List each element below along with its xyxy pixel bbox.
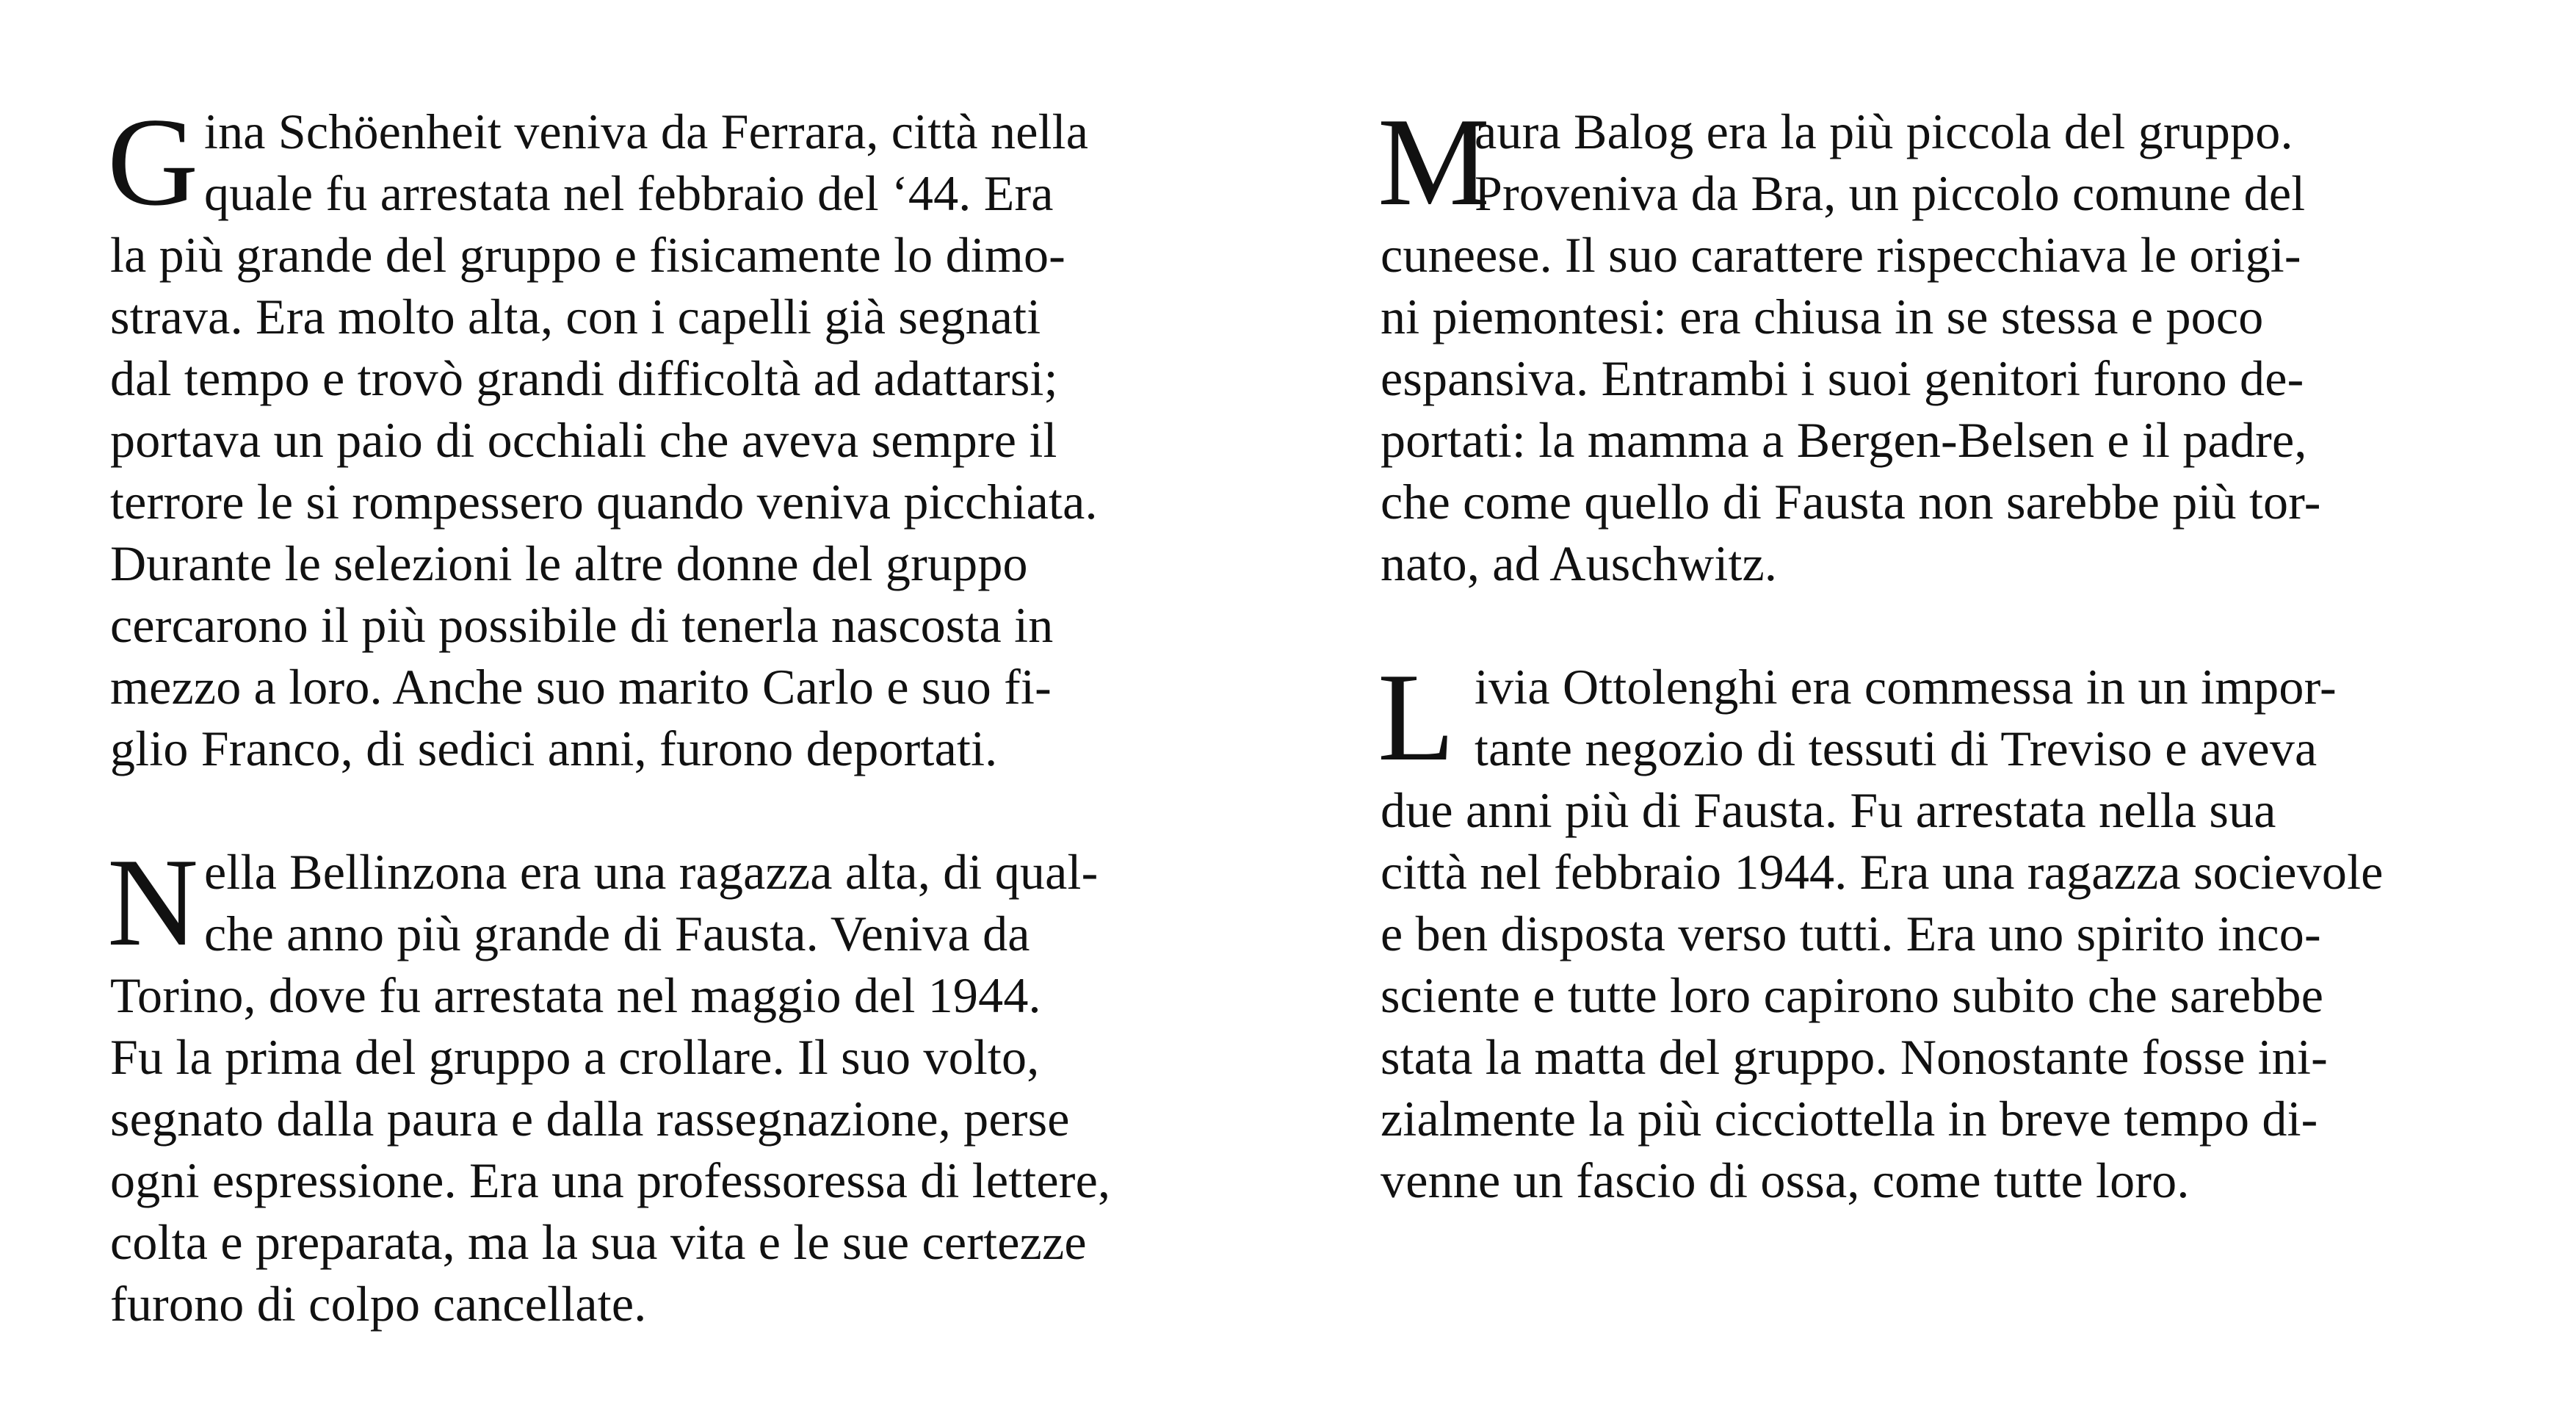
text-line: mezzo a loro. Anche suo marito Carlo e suo fi- — [110, 659, 1052, 715]
text-line: Torino, dove fu arrestata nel maggio del 1944. — [110, 967, 1041, 1023]
text-line: espansiva. Entrambi i suoi genitori furono de- — [1381, 350, 2304, 406]
paragraph-nella — [107, 833, 1256, 1335]
text-line: zialmente la più cicciottella in breve tempo di- — [1381, 1091, 2318, 1147]
text-line: portati: la mamma a Bergen-Belsen e il padre, — [1381, 412, 2307, 468]
text-line: furono di colpo cancellate. — [110, 1276, 647, 1332]
text-line: portava un paio di occhiali che aveva sempre il — [110, 412, 1057, 468]
text-line: colta e preparata, ma la sua vita e le sue certezze — [110, 1214, 1087, 1270]
text-line: sciente e tutte loro capirono subito che sarebbe — [1381, 967, 2324, 1023]
text-line: la più grande del gruppo e fisicamente lo dimo- — [110, 227, 1066, 283]
text-line: e ben disposta verso tutti. Era uno spirito inco- — [1381, 906, 2321, 961]
text-line: quale fu arrestata nel febbraio del ‘44. Era — [204, 165, 1054, 221]
dropcap-letter: M — [1378, 93, 1490, 232]
text-line: cercarono il più possibile di tenerla nascosta in — [110, 597, 1054, 653]
dropcap-letter: L — [1378, 648, 1455, 787]
text-line: città nel febbraio 1944. Era una ragazza socievole — [1381, 844, 2384, 900]
text-line: che anno più grande di Fausta. Veniva da — [204, 906, 1030, 961]
text-line: ivia Ottolenghi era commessa in un impor- — [1475, 659, 2337, 715]
text-line: stata la matta del gruppo. Nonostante fosse ini- — [1381, 1029, 2328, 1085]
text-line: dal tempo e trovò grandi difficoltà ad adattarsi; — [110, 350, 1058, 406]
text-line: tante negozio di tessuti di Treviso e aveva — [1475, 721, 2318, 776]
text-line: cuneese. Il suo carattere rispecchiava le origi- — [1381, 227, 2301, 283]
text-line: glio Franco, di sedici anni, furono deportati. — [110, 721, 998, 776]
text-line: nato, ad Auschwitz. — [1381, 535, 1778, 591]
text-line: strava. Era molto alta, con i capelli già segnati — [110, 289, 1041, 344]
text-line: che come quello di Fausta non sarebbe più tor- — [1381, 474, 2321, 530]
dropcap-letter: N — [107, 833, 199, 972]
text-line: Proveniva da Bra, un piccolo comune del — [1475, 165, 2306, 221]
paragraph-gina — [107, 93, 1256, 779]
text-line: ogni espressione. Era una professoressa di lettere, — [110, 1152, 1111, 1208]
text-line: Fu la prima del gruppo a crollare. Il suo volto, — [110, 1029, 1040, 1085]
paragraph-maura — [1378, 93, 2526, 594]
text-line: terrore le si rompessero quando veniva picchiata. — [110, 474, 1098, 530]
text-line: ella Bellinzona era una ragazza alta, di qual- — [204, 844, 1099, 900]
paragraph-livia — [1378, 648, 2526, 1211]
text-line: aura Balog era la più piccola del gruppo. — [1475, 104, 2293, 159]
text-line: ni piemontesi: era chiusa in se stessa e poco — [1381, 289, 2264, 344]
right-column — [1378, 93, 2526, 1211]
text-line: Durante le selezioni le altre donne del gruppo — [110, 535, 1028, 591]
text-line: venne un fascio di ossa, come tutte loro. — [1381, 1152, 2190, 1208]
text-line: ina Schöenheit veniva da Ferrara, città nella — [204, 104, 1089, 159]
left-column — [107, 93, 1256, 1335]
text-line: segnato dalla paura e dalla rassegnazione, perse — [110, 1091, 1070, 1147]
text-line: due anni più di Fausta. Fu arrestata nella sua — [1381, 782, 2276, 838]
dropcap-letter: G — [107, 93, 199, 232]
